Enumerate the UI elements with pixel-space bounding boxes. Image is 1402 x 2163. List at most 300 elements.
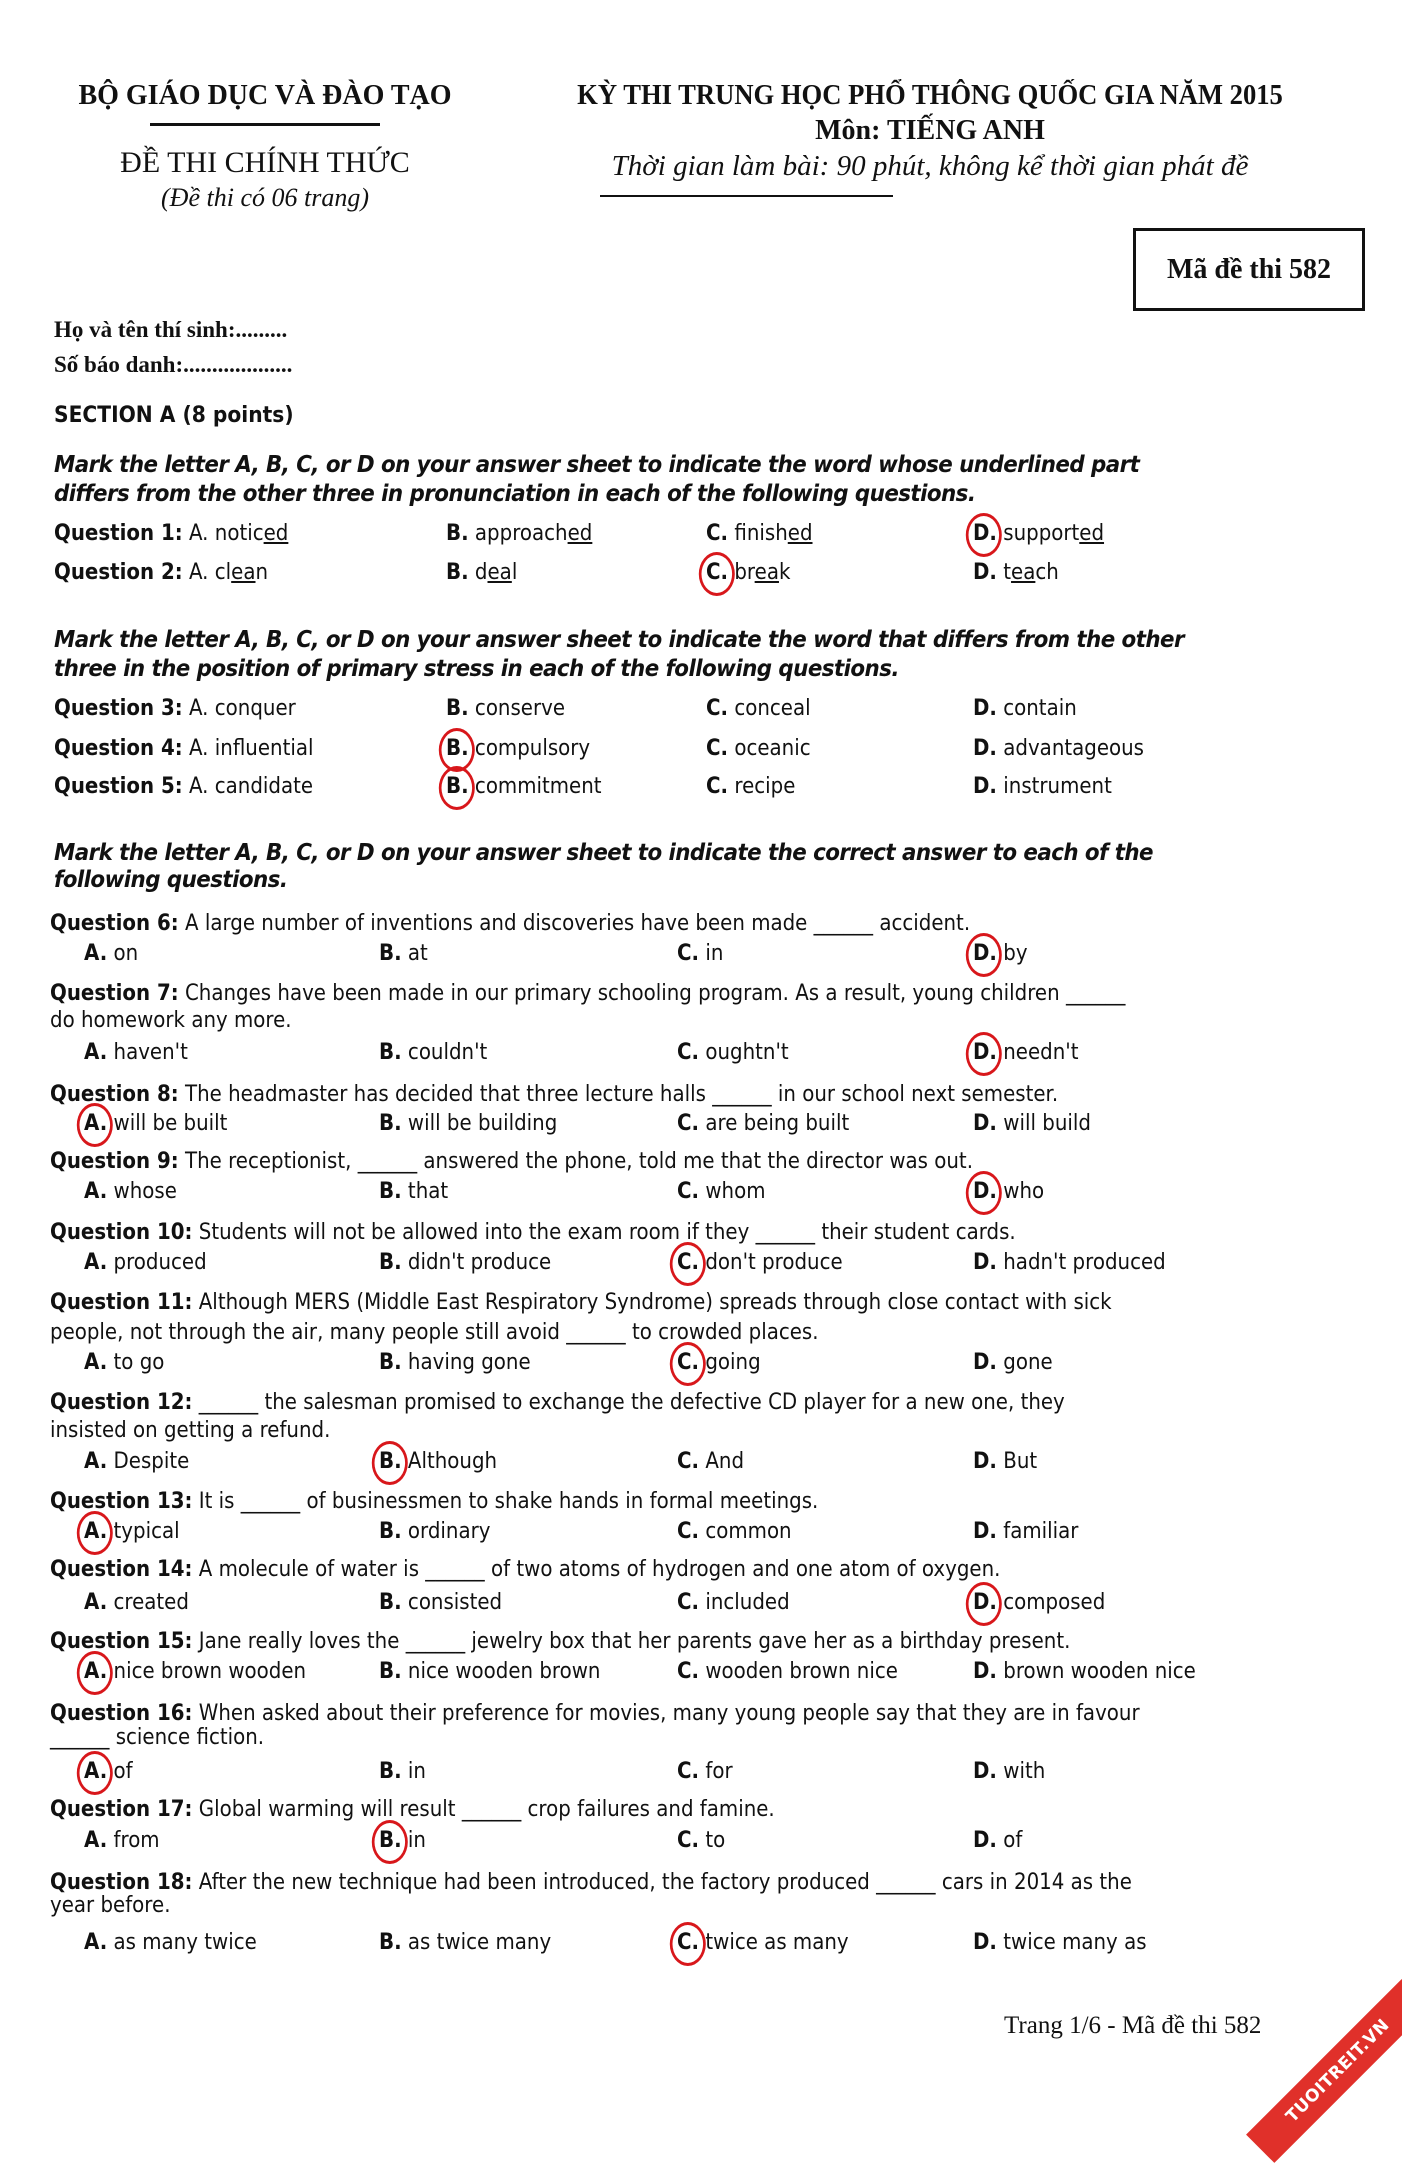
option-cell — [446, 560, 517, 585]
option-letter[interactable]: C. — [677, 1040, 700, 1065]
option-text: didn't produce — [407, 1250, 552, 1275]
question-stem — [50, 1797, 775, 1822]
answer-option[interactable] — [84, 1828, 160, 1853]
option-cell — [379, 1759, 426, 1784]
option-letter[interactable]: B. — [379, 1519, 402, 1544]
answer-option[interactable] — [189, 560, 268, 585]
option-text: haven't — [113, 1040, 188, 1065]
option-text: will build — [1003, 1111, 1091, 1136]
option-cell — [973, 1111, 1091, 1136]
option-text: contain — [1003, 696, 1077, 721]
option-letter[interactable]: D. — [973, 560, 997, 585]
answer-option[interactable] — [973, 736, 1144, 761]
option-text: to go — [113, 1350, 165, 1375]
option-letter[interactable]: B. — [446, 521, 469, 546]
underlined-part: ed — [567, 521, 593, 546]
exam-title: KỲ THI TRUNG HỌC PHỔ THÔNG QUỐC GIA NĂM 2015 — [577, 80, 1283, 111]
option-text: instrument — [1003, 774, 1112, 799]
option-letter[interactable]: D. — [973, 1250, 997, 1275]
circled-answer-letter[interactable]: D. — [973, 1040, 997, 1065]
candidate-name-field[interactable]: Họ và tên thí sinh:......... — [54, 317, 288, 342]
option-letter[interactable]: C. — [706, 736, 729, 761]
answer-option[interactable] — [379, 941, 428, 966]
question-stem — [50, 1320, 819, 1345]
answer-option[interactable] — [446, 736, 590, 761]
instruction-3-line-1: Mark the letter A, B, C, or D on your answer sheet to indicate the correct answer to each of the — [54, 840, 1153, 866]
answer-option[interactable] — [189, 521, 288, 546]
option-letter[interactable]: C. — [706, 521, 729, 546]
answer-option[interactable] — [446, 696, 565, 721]
option-letter[interactable]: A. — [84, 1590, 108, 1615]
answer-option[interactable] — [189, 736, 313, 761]
option-text: ordinary — [407, 1519, 491, 1544]
option-cell — [84, 1828, 160, 1853]
circled-answer-letter[interactable]: B. — [446, 774, 469, 799]
option-text: composed — [1003, 1590, 1106, 1615]
circled-answer-letter[interactable]: D. — [973, 521, 997, 546]
answer-option[interactable] — [973, 1659, 1196, 1684]
option-text: d — [474, 560, 488, 585]
answer-option[interactable] — [446, 560, 517, 585]
instruction-3-line-2: following questions. — [54, 867, 288, 893]
answer-option[interactable] — [446, 521, 592, 546]
circled-answer-letter[interactable]: D. — [973, 1590, 997, 1615]
stem-text: After the new technique had been introduced, the factory produced ______ cars in 2014 as the — [198, 1870, 1132, 1895]
option-letter[interactable]: B. — [379, 1250, 402, 1275]
answer-option[interactable] — [973, 774, 1112, 799]
answer-option[interactable] — [84, 1759, 133, 1784]
option-letter[interactable]: A. — [84, 1828, 108, 1853]
option-letter[interactable]: C. — [677, 1449, 700, 1474]
answer-option[interactable] — [84, 1930, 257, 1955]
answer-option[interactable] — [973, 1179, 1044, 1204]
answer-option[interactable] — [379, 1250, 551, 1275]
answer-option[interactable] — [677, 1590, 790, 1615]
option-letter[interactable]: D. — [973, 696, 997, 721]
ministry-name: BỘ GIÁO DỤC VÀ ĐÀO TẠO — [78, 80, 452, 111]
option-letter[interactable]: C. — [677, 1759, 700, 1784]
option-cell — [84, 1250, 207, 1275]
underlined-part: ea — [754, 560, 779, 585]
option-cell — [379, 1250, 551, 1275]
option-cell — [379, 941, 428, 966]
option-text: created — [113, 1590, 189, 1615]
answer-option[interactable] — [189, 774, 313, 799]
question-number: Question 18: — [50, 1870, 193, 1895]
answer-option[interactable] — [84, 1659, 306, 1684]
answer-option[interactable] — [973, 941, 1028, 966]
option-text: Despite — [113, 1449, 190, 1474]
answer-option[interactable] — [379, 1449, 497, 1474]
answer-option[interactable] — [677, 1759, 733, 1784]
option-text: approach — [474, 521, 568, 546]
option-cell — [706, 560, 790, 585]
option-letter[interactable]: D. — [973, 1519, 997, 1544]
circled-answer-letter[interactable]: C. — [677, 1350, 700, 1375]
answer-option[interactable] — [677, 1350, 761, 1375]
option-letter[interactable]: D. — [973, 1930, 997, 1955]
answer-option[interactable] — [379, 1179, 448, 1204]
stem-text: ______ science fiction. — [50, 1725, 265, 1750]
answer-option[interactable] — [84, 1250, 207, 1275]
option-text: nice brown wooden — [113, 1659, 307, 1684]
answer-option[interactable] — [379, 1519, 490, 1544]
option-cell — [973, 1519, 1078, 1544]
question-number: Question 10: — [50, 1220, 193, 1245]
option-letter[interactable]: B. — [446, 560, 469, 585]
option-text: will be building — [407, 1111, 558, 1136]
option-cell — [379, 1350, 531, 1375]
option-letter[interactable]: C. — [706, 696, 729, 721]
answer-option[interactable] — [446, 774, 602, 799]
option-cell — [446, 736, 590, 761]
option-cell — [677, 1350, 761, 1375]
option-letter[interactable]: B. — [379, 1930, 402, 1955]
option-letter[interactable]: C. — [677, 941, 700, 966]
option-letter[interactable]: D. — [973, 1449, 997, 1474]
stem-text: Students will not be allowed into the exam room if they ______ their student cards. — [198, 1220, 1016, 1245]
option-text: produced — [113, 1250, 207, 1275]
question-stem — [50, 1725, 264, 1750]
answer-option[interactable] — [84, 1590, 189, 1615]
option-text: wooden brown nice — [705, 1659, 898, 1684]
option-text: to — [705, 1828, 726, 1853]
option-cell — [379, 1040, 487, 1065]
pages-note: (Đề thi có 06 trang) — [161, 183, 369, 212]
option-cell — [446, 521, 592, 546]
answer-option[interactable] — [973, 560, 1059, 585]
question-stem — [50, 1082, 1058, 1107]
option-letter[interactable]: B. — [379, 1759, 402, 1784]
question-stem — [50, 1629, 1070, 1654]
option-text: of — [113, 1759, 133, 1784]
answer-option[interactable] — [84, 1179, 177, 1204]
option-letter[interactable]: B. — [379, 941, 402, 966]
option-cell — [446, 774, 602, 799]
option-text: having gone — [407, 1350, 531, 1375]
option-letter[interactable]: A. — [84, 941, 108, 966]
answer-option[interactable] — [379, 1590, 502, 1615]
question-label — [54, 696, 296, 721]
circled-answer-letter[interactable]: D. — [973, 1179, 997, 1204]
stem-text: A large number of inventions and discoveries have been made ______ accident. — [184, 911, 971, 936]
option-letter[interactable]: C. — [677, 1590, 700, 1615]
option-text: as twice many — [407, 1930, 552, 1955]
option-cell — [379, 1590, 502, 1615]
option-letter[interactable]: B. — [379, 1590, 402, 1615]
answer-option[interactable] — [677, 1449, 744, 1474]
answer-option[interactable] — [677, 1519, 792, 1544]
option-cell — [677, 941, 723, 966]
option-letter[interactable]: A. — [188, 774, 209, 799]
option-cell — [84, 1759, 133, 1784]
answer-option[interactable] — [973, 1930, 1147, 1955]
option-cell — [677, 1828, 725, 1853]
option-text: nice wooden brown — [407, 1659, 601, 1684]
question-number: Question 11: — [50, 1290, 193, 1315]
answer-option[interactable] — [84, 1449, 189, 1474]
question-stem — [50, 1149, 973, 1174]
option-cell — [973, 736, 1144, 761]
option-text: gone — [1003, 1350, 1053, 1375]
question-number: Question 9: — [50, 1149, 179, 1174]
answer-option[interactable] — [973, 696, 1077, 721]
circled-answer-letter[interactable]: D. — [973, 941, 997, 966]
option-letter[interactable]: D. — [973, 1659, 997, 1684]
option-letter[interactable]: C. — [677, 1111, 700, 1136]
option-letter[interactable]: A. — [84, 1449, 108, 1474]
circled-answer-letter[interactable]: A. — [188, 696, 209, 721]
stem-text: Jane really loves the ______ jewelry box that her parents gave her as a birthday present. — [198, 1629, 1071, 1654]
option-text: in — [407, 1759, 426, 1784]
option-cell — [706, 774, 795, 799]
option-cell — [973, 941, 1028, 966]
answer-option[interactable] — [677, 1930, 849, 1955]
answer-option[interactable] — [677, 941, 723, 966]
answer-option[interactable] — [84, 1350, 164, 1375]
stem-text: Changes have been made in our primary schooling program. As a result, young children ______ — [184, 981, 1126, 1006]
answer-option[interactable] — [706, 521, 813, 546]
option-letter[interactable]: C. — [677, 1519, 700, 1544]
option-cell — [677, 1040, 789, 1065]
option-text: finish — [734, 521, 788, 546]
stem-text: year before. — [50, 1893, 171, 1918]
option-cell — [379, 1659, 600, 1684]
answer-option[interactable] — [379, 1759, 426, 1784]
answer-option[interactable] — [973, 1759, 1045, 1784]
option-letter[interactable]: D. — [973, 1350, 997, 1375]
option-letter[interactable]: B. — [379, 1040, 402, 1065]
stem-text: When asked about their preference for movies, many young people say that they are in favour — [198, 1701, 1140, 1726]
answer-option[interactable] — [379, 1828, 426, 1853]
option-text: l — [511, 560, 518, 585]
circled-answer-letter[interactable]: B. — [379, 1828, 402, 1853]
circled-answer-letter[interactable]: A. — [84, 1111, 108, 1136]
option-text: Although — [407, 1449, 498, 1474]
question-stem — [50, 981, 1310, 1006]
option-cell — [379, 1519, 490, 1544]
answer-option[interactable] — [973, 1828, 1022, 1853]
stem-text: ______ the salesman promised to exchange the defective CD player for a new one, they — [198, 1390, 1065, 1415]
option-text: conceal — [734, 696, 811, 721]
option-text: advantageous — [1003, 736, 1144, 761]
question-label — [54, 521, 288, 546]
option-text: candidate — [214, 774, 314, 799]
question-number: Question 2: — [54, 560, 183, 585]
question-stem — [50, 1489, 818, 1514]
question-stem — [50, 1701, 1310, 1726]
option-text: ch — [1035, 560, 1059, 585]
answer-option[interactable] — [973, 1111, 1091, 1136]
question-number: Question 17: — [50, 1797, 193, 1822]
question-stem — [50, 1418, 330, 1443]
answer-option[interactable] — [973, 521, 1104, 546]
answer-option[interactable] — [84, 941, 138, 966]
option-text: notic — [214, 521, 264, 546]
option-text: But — [1003, 1449, 1038, 1474]
option-text: familiar — [1003, 1519, 1079, 1544]
answer-option[interactable] — [706, 696, 811, 721]
option-text: conquer — [214, 696, 296, 721]
answer-option[interactable] — [84, 1040, 188, 1065]
option-text: common — [705, 1519, 792, 1544]
option-cell — [379, 1111, 557, 1136]
option-cell — [973, 1590, 1105, 1615]
question-number: Question 8: — [50, 1082, 179, 1107]
option-cell — [677, 1930, 849, 1955]
question-stem — [50, 1870, 1310, 1895]
option-cell — [973, 1659, 1196, 1684]
option-cell — [84, 1111, 227, 1136]
option-text: commitment — [474, 774, 602, 799]
option-cell — [677, 1179, 766, 1204]
question-stem — [50, 1390, 1310, 1415]
question-number: Question 14: — [50, 1557, 193, 1582]
answer-option[interactable] — [84, 1519, 180, 1544]
option-letter[interactable]: D. — [973, 1111, 997, 1136]
answer-option[interactable] — [973, 1250, 1166, 1275]
circled-answer-letter[interactable]: C. — [677, 1250, 700, 1275]
underlined-part: ea — [1011, 560, 1036, 585]
circled-answer-letter[interactable]: B. — [379, 1449, 402, 1474]
question-stem — [50, 1893, 170, 1918]
option-letter[interactable]: A. — [84, 1040, 108, 1065]
candidate-id-field[interactable]: Số báo danh:................... — [54, 352, 293, 377]
option-letter[interactable]: B. — [446, 696, 469, 721]
answer-option[interactable] — [379, 1659, 600, 1684]
option-cell — [677, 1590, 790, 1615]
option-cell — [973, 1930, 1147, 1955]
circled-answer-letter[interactable]: A. — [84, 1659, 108, 1684]
option-text: hadn't produced — [1003, 1250, 1166, 1275]
option-cell — [379, 1828, 426, 1853]
option-text: with — [1003, 1759, 1046, 1784]
option-text: twice as many — [705, 1930, 849, 1955]
option-cell — [677, 1519, 792, 1544]
page-footer: Trang 1/6 - Mã đề thi 582 — [1004, 2012, 1262, 2039]
duration: Thời gian làm bài: 90 phút, không kể thời gian phát đề — [611, 150, 1249, 182]
option-cell — [677, 1659, 898, 1684]
answer-option[interactable] — [706, 774, 795, 799]
answer-option[interactable] — [677, 1040, 789, 1065]
option-letter[interactable]: A. — [84, 1250, 108, 1275]
option-text: t — [1003, 560, 1012, 585]
option-cell — [706, 521, 813, 546]
ministry-underline — [150, 123, 380, 126]
option-letter[interactable]: C. — [706, 774, 729, 799]
question-stem — [50, 1290, 1310, 1315]
question-number: Question 5: — [54, 774, 183, 799]
option-letter[interactable]: D. — [973, 736, 997, 761]
option-cell — [677, 1111, 849, 1136]
option-text: twice many as — [1003, 1930, 1147, 1955]
circled-answer-letter[interactable]: B. — [446, 736, 469, 761]
instruction-1-line-1: Mark the letter A, B, C, or D on your answer sheet to indicate the word whose underlined part — [54, 452, 1140, 478]
option-letter[interactable]: A. — [188, 560, 209, 585]
answer-option[interactable] — [973, 1040, 1079, 1065]
answer-option[interactable] — [677, 1250, 843, 1275]
stem-text: The headmaster has decided that three lecture halls ______ in our school next semester. — [184, 1082, 1059, 1107]
question-number: Question 13: — [50, 1489, 193, 1514]
option-letter[interactable]: D. — [973, 774, 997, 799]
option-cell — [84, 1449, 189, 1474]
option-letter[interactable]: B. — [379, 1659, 402, 1684]
option-cell — [84, 1350, 164, 1375]
option-text: n — [255, 560, 269, 585]
option-text: going — [705, 1350, 761, 1375]
option-text: who — [1003, 1179, 1045, 1204]
option-letter[interactable]: B. — [379, 1350, 402, 1375]
answer-option[interactable] — [84, 1111, 227, 1136]
option-letter[interactable]: B. — [379, 1179, 402, 1204]
option-text: included — [705, 1590, 790, 1615]
option-letter[interactable]: D. — [973, 1759, 997, 1784]
option-text: typical — [113, 1519, 180, 1544]
question-number: Question 3: — [54, 696, 183, 721]
question-number: Question 16: — [50, 1701, 193, 1726]
circled-answer-letter[interactable]: A. — [84, 1759, 108, 1784]
answer-option[interactable] — [677, 1828, 725, 1853]
option-letter[interactable]: C. — [677, 1179, 700, 1204]
answer-option[interactable] — [973, 1449, 1037, 1474]
answer-option[interactable] — [189, 696, 296, 721]
stem-text: Although MERS (Middle East Respiratory Syndrome) spreads through close contact with sick — [198, 1290, 1112, 1315]
option-letter[interactable]: A. — [84, 1930, 108, 1955]
option-cell — [973, 1179, 1044, 1204]
answer-option[interactable] — [706, 736, 811, 761]
duration-underline — [600, 195, 893, 197]
option-cell — [84, 941, 138, 966]
option-cell — [973, 774, 1112, 799]
question-label — [54, 560, 268, 585]
option-letter[interactable]: B. — [379, 1111, 402, 1136]
answer-option[interactable] — [379, 1350, 531, 1375]
answer-option[interactable] — [973, 1590, 1105, 1615]
answer-option[interactable] — [379, 1040, 487, 1065]
option-cell — [973, 1250, 1166, 1275]
question-number: Question 12: — [50, 1390, 193, 1415]
question-number: Question 7: — [50, 981, 179, 1006]
question-label — [54, 774, 313, 799]
circled-answer-letter[interactable]: C. — [706, 560, 729, 585]
option-text: whom — [705, 1179, 766, 1204]
watermark-logo: TUOITREIT.VN — [1246, 1979, 1402, 2163]
answer-option[interactable] — [973, 1350, 1053, 1375]
answer-option[interactable] — [379, 1930, 551, 1955]
option-text: oceanic — [734, 736, 811, 761]
instruction-2-line-2: three in the position of primary stress in each of the following questions. — [54, 656, 899, 682]
circled-answer-letter[interactable]: A. — [84, 1519, 108, 1544]
option-letter[interactable]: C. — [677, 1659, 700, 1684]
answer-option[interactable] — [677, 1179, 766, 1204]
answer-option[interactable] — [706, 560, 790, 585]
circled-answer-letter[interactable]: C. — [677, 1930, 700, 1955]
answer-option[interactable] — [973, 1519, 1078, 1544]
answer-option[interactable] — [677, 1659, 898, 1684]
answer-option[interactable] — [379, 1111, 557, 1136]
option-letter[interactable]: A. — [188, 736, 209, 761]
option-letter[interactable]: C. — [677, 1828, 700, 1853]
option-cell — [84, 1930, 257, 1955]
question-number: Question 6: — [50, 911, 179, 936]
answer-option[interactable] — [677, 1111, 849, 1136]
option-text: consisted — [407, 1590, 503, 1615]
option-letter[interactable]: A. — [84, 1179, 108, 1204]
option-letter[interactable]: A. — [188, 521, 209, 546]
option-letter[interactable]: D. — [973, 1828, 997, 1853]
option-letter[interactable]: A. — [84, 1350, 108, 1375]
underlined-part: ea — [487, 560, 512, 585]
